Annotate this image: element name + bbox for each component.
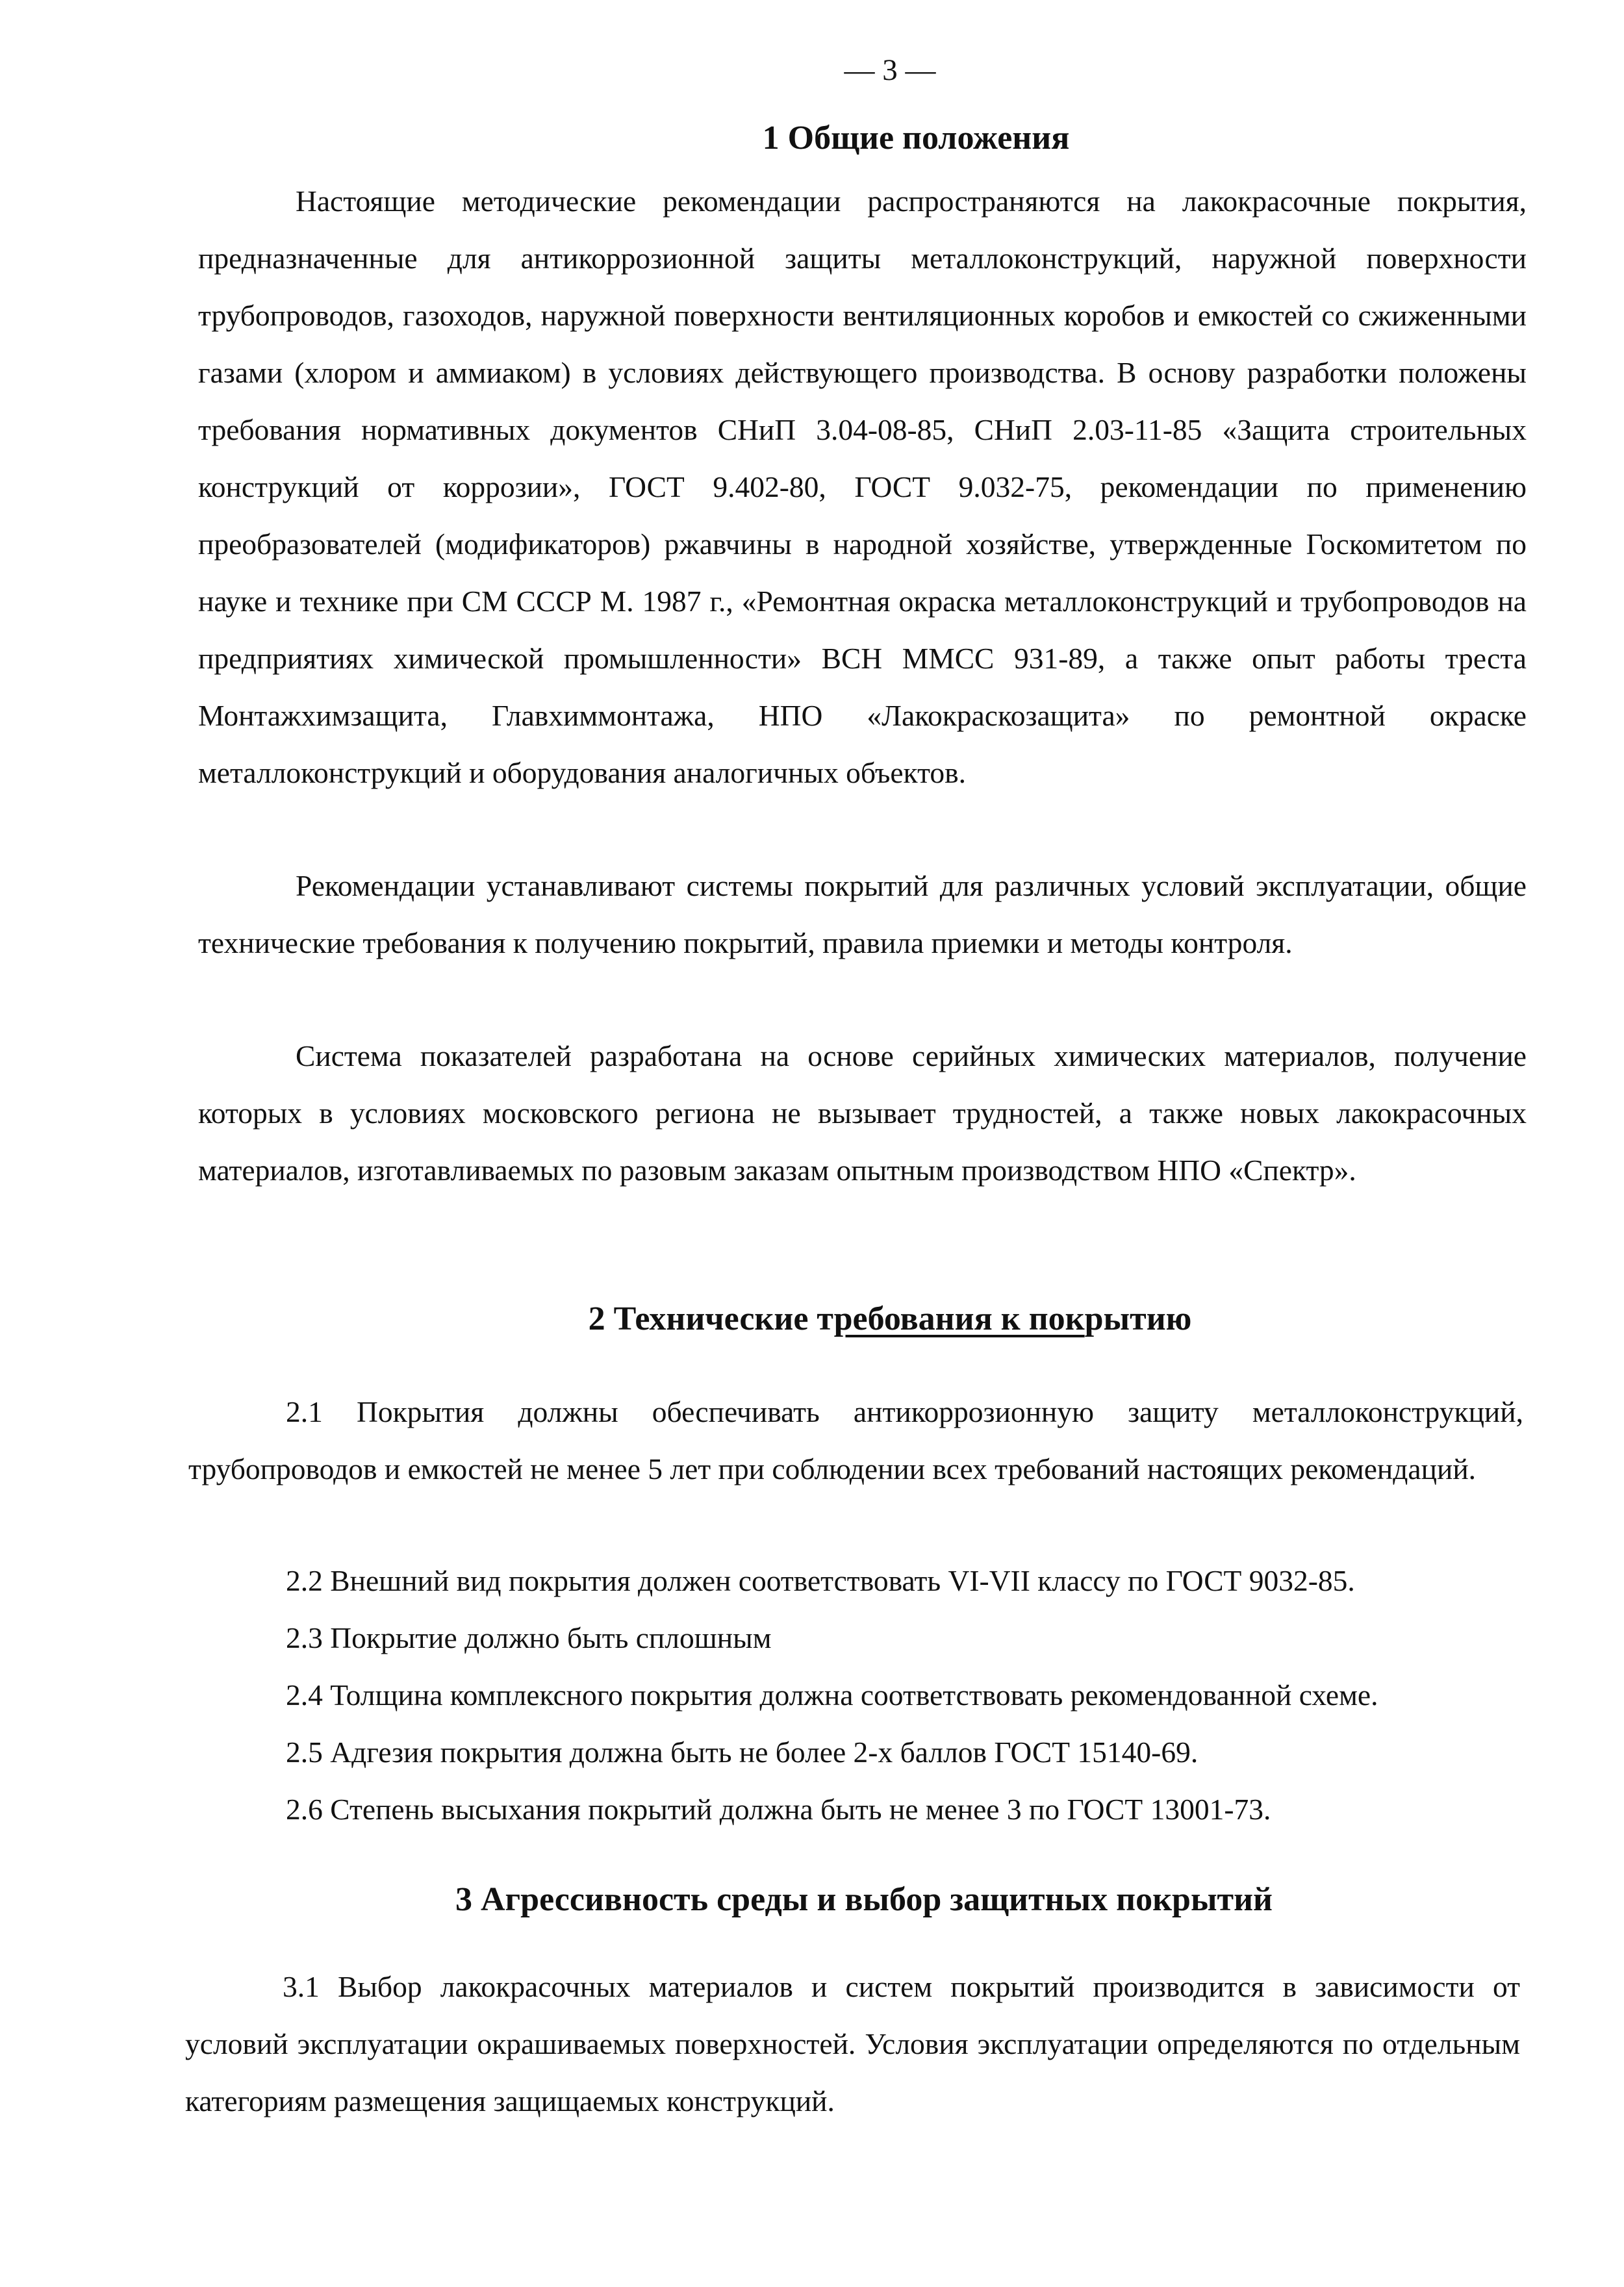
section-2-intro: 2.1 Покрытия должны обеспечивать антикоррозионную защиту металлоконструкций, трубопроводов и емкостей не менее 5 лет при соблюдении всех требований настоящих рекомендаций.	[188, 1395, 1523, 1485]
list-item: 2.4 Толщина комплексного покрытия должна соответствовать рекомендованной схеме.	[286, 1678, 1378, 1712]
section-2-title-underlined: ребования к пок	[833, 1300, 1085, 1337]
section-1-paragraph-3: Система показателей разработана на основе серийных химических материалов, получение которых в условиях московского региона не вызывает трудностей, а также новых лакокрасочных материалов, изготавливаемых по разовым заказам опытным производством НПО «Спектр».	[198, 1039, 1527, 1187]
section-3-title: 3 Агрессивность среды и выбор защитных покрытий	[455, 1881, 1273, 1918]
section-2-title-start: 2 Технические т	[588, 1300, 834, 1337]
list-item: 2.6 Степень высыхания покрытий должна быть не менее 3 по ГОСТ 13001-73.	[286, 1793, 1271, 1826]
list-item: 2.2 Внешний вид покрытия должен соответствовать VI-VII классу по ГОСТ 9032-85.	[286, 1564, 1355, 1597]
page-number: — 3 —	[844, 53, 936, 87]
section-1-paragraph-2: Рекомендации устанавливают системы покрытий для различных условий эксплуатации, общие технические требования к получению покрытий, правила приемки и методы контроля.	[198, 869, 1527, 959]
section-3-paragraph-1: 3.1 Выбор лакокрасочных материалов и систем покрытий производится в зависимости от условий эксплуатации окрашиваемых поверхностей. Условия эксплуатации определяются по отдельным категориям размещения защищаемых конструкций.	[185, 1970, 1520, 2117]
list-item: 2.5 Адгезия покрытия должна быть не более 2-х баллов ГОСТ 15140-69.	[286, 1736, 1199, 1769]
section-2-title-end: рытию	[1084, 1300, 1192, 1337]
section-2-title	[78, 1296, 1624, 1342]
section-2-requirements-list	[286, 1552, 1553, 1838]
section-1-title: 1 Общие положения	[762, 120, 1070, 157]
list-item: 2.3 Покрытие должно быть сплошным	[286, 1621, 772, 1654]
section-1-paragraph-1: Настоящие методические рекомендации распространяются на лакокрасочные покрытия, предназначенные для антикоррозионной защиты металлоконструкций, наружной поверхности трубопроводов, газоходов, наружной поверхности вентиляционных коробов и емкостей со сжиженными газами (хлором и аммиаком) в условиях действующего производства. В основу разработки положены требования нормативных документов СНиП 3.04-08-85, СНиП 2.03-11-85 «Защита строительных конструкций от коррозии», ГОСТ 9.402-80, ГОСТ 9.032-75, рекомендации по применению преобразователей (модификаторов) ржавчины в народной хозяйстве, утвержденные Госкомитетом по науке и технике при СМ СССР М. 1987 г., «Ремонтная окраска металлоконструкций и трубопроводов на предприятиях химической промышленности» ВСН ММСС 931-89, а также опыт работы треста Монтажхимзащита, Главхиммонтажа, НПО «Лакокраскозащита» по ремонтной окраске металлоконструкций и оборудования аналогичных объектов.	[198, 184, 1527, 789]
